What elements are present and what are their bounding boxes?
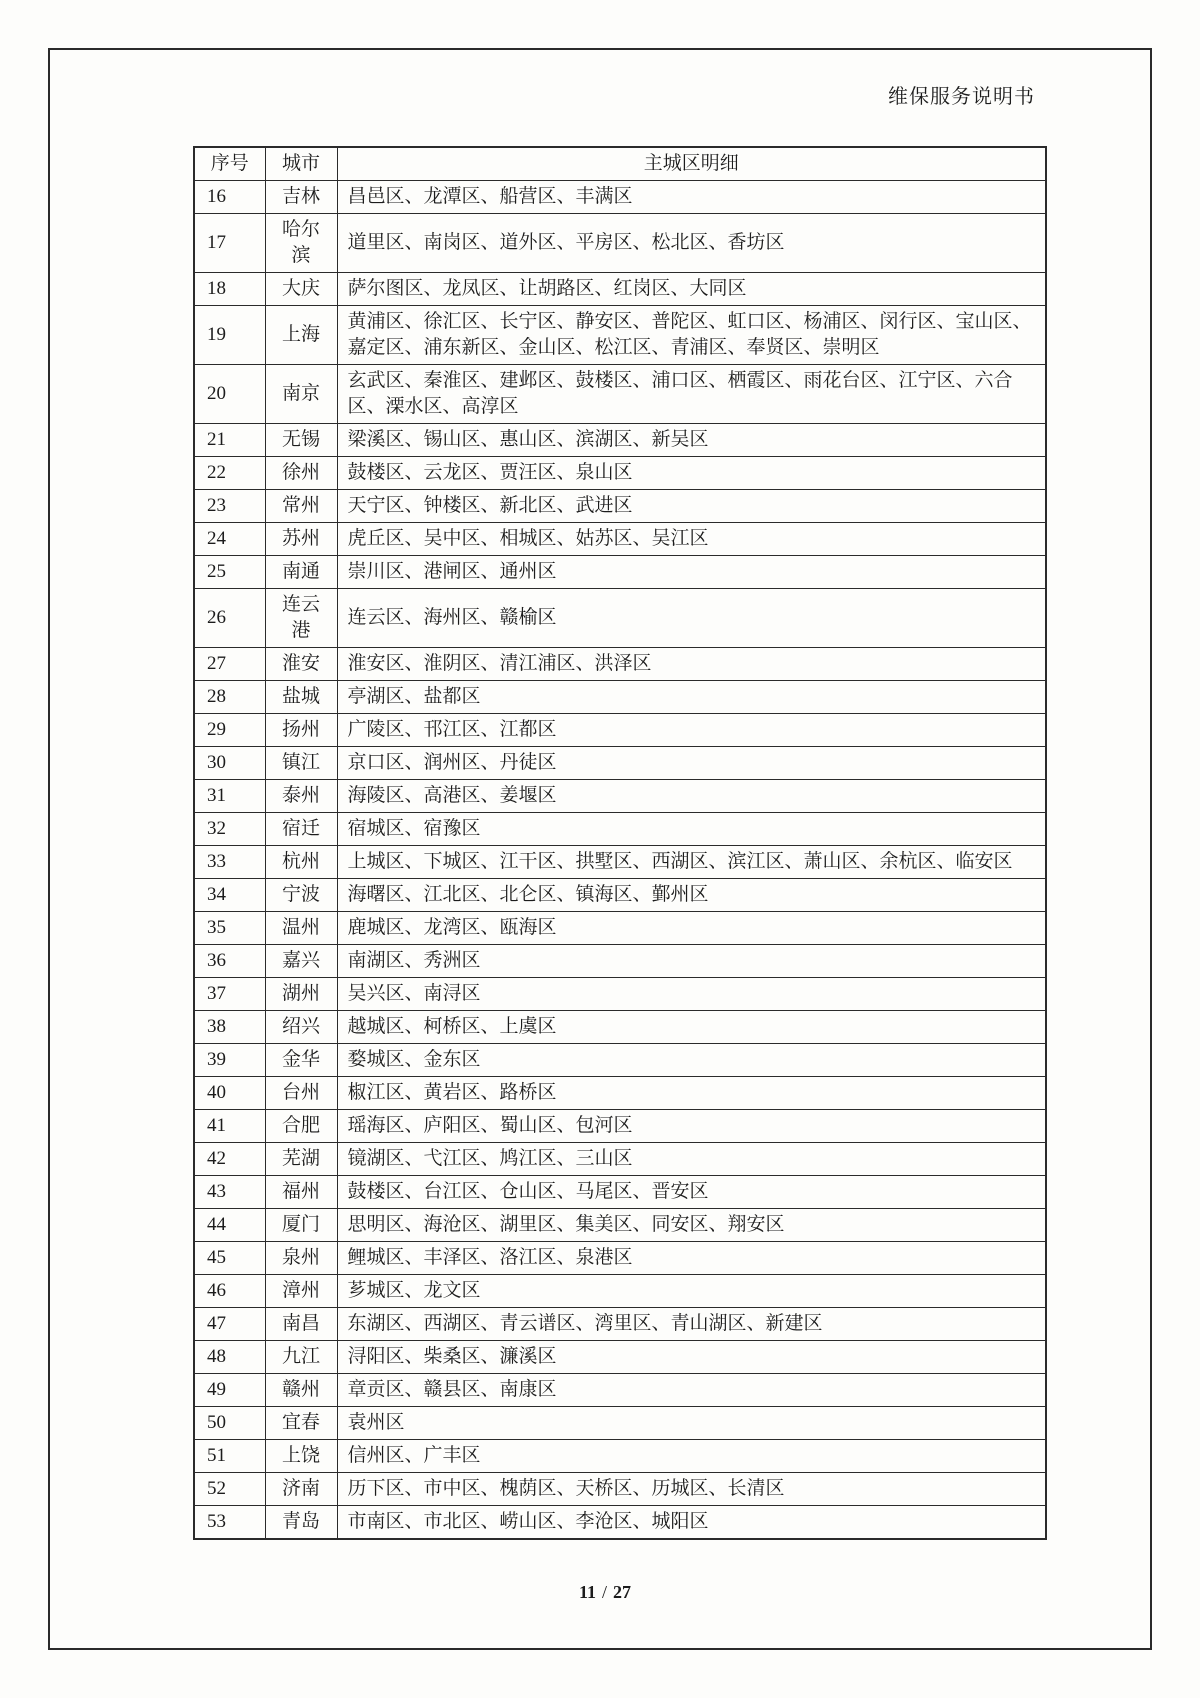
city-table-body xyxy=(194,181,1046,1540)
city-name: 连云港 xyxy=(265,589,337,648)
row-number: 33 xyxy=(194,846,265,879)
row-number: 23 xyxy=(194,490,265,523)
table-row xyxy=(194,912,1046,945)
column-header-districts: 主城区明细 xyxy=(337,147,1046,181)
city-name: 南京 xyxy=(265,365,337,424)
district-list: 京口区、润州区、丹徒区 xyxy=(337,747,1046,780)
district-list: 天宁区、钟楼区、新北区、武进区 xyxy=(337,490,1046,523)
table-row xyxy=(194,523,1046,556)
district-list: 市南区、市北区、崂山区、李沧区、城阳区 xyxy=(337,1506,1046,1540)
city-name: 大庆 xyxy=(265,273,337,306)
city-name: 扬州 xyxy=(265,714,337,747)
row-number: 30 xyxy=(194,747,265,780)
table-row xyxy=(194,1308,1046,1341)
city-name: 徐州 xyxy=(265,457,337,490)
city-name: 金华 xyxy=(265,1044,337,1077)
page-footer xyxy=(505,1582,705,1603)
row-number: 21 xyxy=(194,424,265,457)
row-number: 25 xyxy=(194,556,265,589)
district-list: 玄武区、秦淮区、建邺区、鼓楼区、浦口区、栖霞区、雨花台区、江宁区、六合区、溧水区、高淳区 xyxy=(337,365,1046,424)
city-name: 盐城 xyxy=(265,681,337,714)
row-number: 42 xyxy=(194,1143,265,1176)
row-number: 32 xyxy=(194,813,265,846)
row-number: 46 xyxy=(194,1275,265,1308)
row-number: 29 xyxy=(194,714,265,747)
table-row xyxy=(194,424,1046,457)
row-number: 17 xyxy=(194,214,265,273)
row-number: 19 xyxy=(194,306,265,365)
city-name: 泉州 xyxy=(265,1242,337,1275)
city-name: 上饶 xyxy=(265,1440,337,1473)
table-row xyxy=(194,879,1046,912)
row-number: 41 xyxy=(194,1110,265,1143)
district-list: 婺城区、金东区 xyxy=(337,1044,1046,1077)
district-list: 道里区、南岗区、道外区、平房区、松北区、香坊区 xyxy=(337,214,1046,273)
table-row xyxy=(194,945,1046,978)
table-row xyxy=(194,556,1046,589)
city-name: 福州 xyxy=(265,1176,337,1209)
table-row xyxy=(194,214,1046,273)
district-list: 广陵区、邗江区、江都区 xyxy=(337,714,1046,747)
district-list: 海陵区、高港区、姜堰区 xyxy=(337,780,1046,813)
table-row xyxy=(194,780,1046,813)
district-list: 昌邑区、龙潭区、船营区、丰满区 xyxy=(337,181,1046,214)
table-row xyxy=(194,1506,1046,1540)
row-number: 36 xyxy=(194,945,265,978)
district-list: 亭湖区、盐都区 xyxy=(337,681,1046,714)
row-number: 44 xyxy=(194,1209,265,1242)
city-name: 厦门 xyxy=(265,1209,337,1242)
city-name: 哈尔滨 xyxy=(265,214,337,273)
district-list: 镜湖区、弋江区、鸠江区、三山区 xyxy=(337,1143,1046,1176)
table-row xyxy=(194,1077,1046,1110)
row-number: 38 xyxy=(194,1011,265,1044)
row-number: 37 xyxy=(194,978,265,1011)
page-number-current: 11 xyxy=(578,1582,596,1602)
city-name: 宿迁 xyxy=(265,813,337,846)
column-header-no: 序号 xyxy=(194,147,265,181)
district-list: 历下区、市中区、槐荫区、天桥区、历城区、长清区 xyxy=(337,1473,1046,1506)
table-row xyxy=(194,1374,1046,1407)
table-row xyxy=(194,1275,1046,1308)
city-name: 济南 xyxy=(265,1473,337,1506)
table-row xyxy=(194,681,1046,714)
row-number: 24 xyxy=(194,523,265,556)
row-number: 40 xyxy=(194,1077,265,1110)
city-name: 合肥 xyxy=(265,1110,337,1143)
city-districts-table xyxy=(193,146,1047,1540)
city-name: 泰州 xyxy=(265,780,337,813)
row-number: 50 xyxy=(194,1407,265,1440)
city-name: 杭州 xyxy=(265,846,337,879)
district-list: 信州区、广丰区 xyxy=(337,1440,1046,1473)
city-name: 淮安 xyxy=(265,648,337,681)
city-name: 台州 xyxy=(265,1077,337,1110)
district-list: 南湖区、秀洲区 xyxy=(337,945,1046,978)
row-number: 35 xyxy=(194,912,265,945)
city-name: 九江 xyxy=(265,1341,337,1374)
district-list: 章贡区、赣县区、南康区 xyxy=(337,1374,1046,1407)
district-list: 椒江区、黄岩区、路桥区 xyxy=(337,1077,1046,1110)
table-row xyxy=(194,1440,1046,1473)
district-list: 鼓楼区、云龙区、贾汪区、泉山区 xyxy=(337,457,1046,490)
city-name: 嘉兴 xyxy=(265,945,337,978)
table-row xyxy=(194,1176,1046,1209)
district-list: 淮安区、淮阴区、清江浦区、洪泽区 xyxy=(337,648,1046,681)
city-name: 湖州 xyxy=(265,978,337,1011)
row-number: 45 xyxy=(194,1242,265,1275)
row-number: 22 xyxy=(194,457,265,490)
column-header-city: 城市 xyxy=(265,147,337,181)
row-number: 52 xyxy=(194,1473,265,1506)
table-row xyxy=(194,1110,1046,1143)
row-number: 28 xyxy=(194,681,265,714)
city-name: 青岛 xyxy=(265,1506,337,1540)
district-list: 宿城区、宿豫区 xyxy=(337,813,1046,846)
district-list: 东湖区、西湖区、青云谱区、湾里区、青山湖区、新建区 xyxy=(337,1308,1046,1341)
city-name: 上海 xyxy=(265,306,337,365)
row-number: 20 xyxy=(194,365,265,424)
city-name: 南通 xyxy=(265,556,337,589)
table-row xyxy=(194,648,1046,681)
page-number-total: 27 xyxy=(613,1582,632,1602)
row-number: 47 xyxy=(194,1308,265,1341)
district-list: 鹿城区、龙湾区、瓯海区 xyxy=(337,912,1046,945)
district-list: 思明区、海沧区、湖里区、集美区、同安区、翔安区 xyxy=(337,1209,1046,1242)
row-number: 48 xyxy=(194,1341,265,1374)
district-list: 袁州区 xyxy=(337,1407,1046,1440)
district-list: 浔阳区、柴桑区、濂溪区 xyxy=(337,1341,1046,1374)
city-name: 芜湖 xyxy=(265,1143,337,1176)
city-name: 常州 xyxy=(265,490,337,523)
table-row xyxy=(194,181,1046,214)
table-header-row xyxy=(194,147,1046,181)
district-list: 吴兴区、南浔区 xyxy=(337,978,1046,1011)
table-row xyxy=(194,1011,1046,1044)
district-list: 黄浦区、徐汇区、长宁区、静安区、普陀区、虹口区、杨浦区、闵行区、宝山区、嘉定区、浦东新区、金山区、松江区、青浦区、奉贤区、崇明区 xyxy=(337,306,1046,365)
table-row xyxy=(194,589,1046,648)
city-name: 漳州 xyxy=(265,1275,337,1308)
district-list: 鲤城区、丰泽区、洛江区、泉港区 xyxy=(337,1242,1046,1275)
city-name: 宜春 xyxy=(265,1407,337,1440)
table-row xyxy=(194,747,1046,780)
table-row xyxy=(194,813,1046,846)
row-number: 27 xyxy=(194,648,265,681)
district-list: 海曙区、江北区、北仑区、镇海区、鄞州区 xyxy=(337,879,1046,912)
row-number: 51 xyxy=(194,1440,265,1473)
city-name: 镇江 xyxy=(265,747,337,780)
page-number-separator: / xyxy=(602,1582,608,1602)
table-row xyxy=(194,306,1046,365)
doc-title: 维保服务说明书 xyxy=(888,86,1035,108)
table-row xyxy=(194,490,1046,523)
table-row xyxy=(194,1407,1046,1440)
district-list: 虎丘区、吴中区、相城区、姑苏区、吴江区 xyxy=(337,523,1046,556)
row-number: 34 xyxy=(194,879,265,912)
table-row xyxy=(194,1044,1046,1077)
district-list: 连云区、海州区、赣榆区 xyxy=(337,589,1046,648)
city-name: 南昌 xyxy=(265,1308,337,1341)
row-number: 18 xyxy=(194,273,265,306)
table-row xyxy=(194,1209,1046,1242)
table-row xyxy=(194,457,1046,490)
table-row xyxy=(194,365,1046,424)
table-row xyxy=(194,1341,1046,1374)
city-name: 宁波 xyxy=(265,879,337,912)
city-name: 无锡 xyxy=(265,424,337,457)
row-number: 31 xyxy=(194,780,265,813)
district-list: 鼓楼区、台江区、仓山区、马尾区、晋安区 xyxy=(337,1176,1046,1209)
district-list: 梁溪区、锡山区、惠山区、滨湖区、新吴区 xyxy=(337,424,1046,457)
district-list: 上城区、下城区、江干区、拱墅区、西湖区、滨江区、萧山区、余杭区、临安区 xyxy=(337,846,1046,879)
table-row xyxy=(194,1143,1046,1176)
district-list: 萨尔图区、龙凤区、让胡路区、红岗区、大同区 xyxy=(337,273,1046,306)
row-number: 49 xyxy=(194,1374,265,1407)
city-name: 吉林 xyxy=(265,181,337,214)
row-number: 26 xyxy=(194,589,265,648)
city-name: 绍兴 xyxy=(265,1011,337,1044)
table-row xyxy=(194,978,1046,1011)
row-number: 16 xyxy=(194,181,265,214)
city-name: 赣州 xyxy=(265,1374,337,1407)
table-row xyxy=(194,273,1046,306)
row-number: 39 xyxy=(194,1044,265,1077)
district-list: 瑶海区、庐阳区、蜀山区、包河区 xyxy=(337,1110,1046,1143)
row-number: 53 xyxy=(194,1506,265,1540)
table-row xyxy=(194,714,1046,747)
district-list: 越城区、柯桥区、上虞区 xyxy=(337,1011,1046,1044)
table-row xyxy=(194,846,1046,879)
district-list: 芗城区、龙文区 xyxy=(337,1275,1046,1308)
table-row xyxy=(194,1242,1046,1275)
row-number: 43 xyxy=(194,1176,265,1209)
district-list: 崇川区、港闸区、通州区 xyxy=(337,556,1046,589)
city-name: 温州 xyxy=(265,912,337,945)
city-name: 苏州 xyxy=(265,523,337,556)
table-row xyxy=(194,1473,1046,1506)
